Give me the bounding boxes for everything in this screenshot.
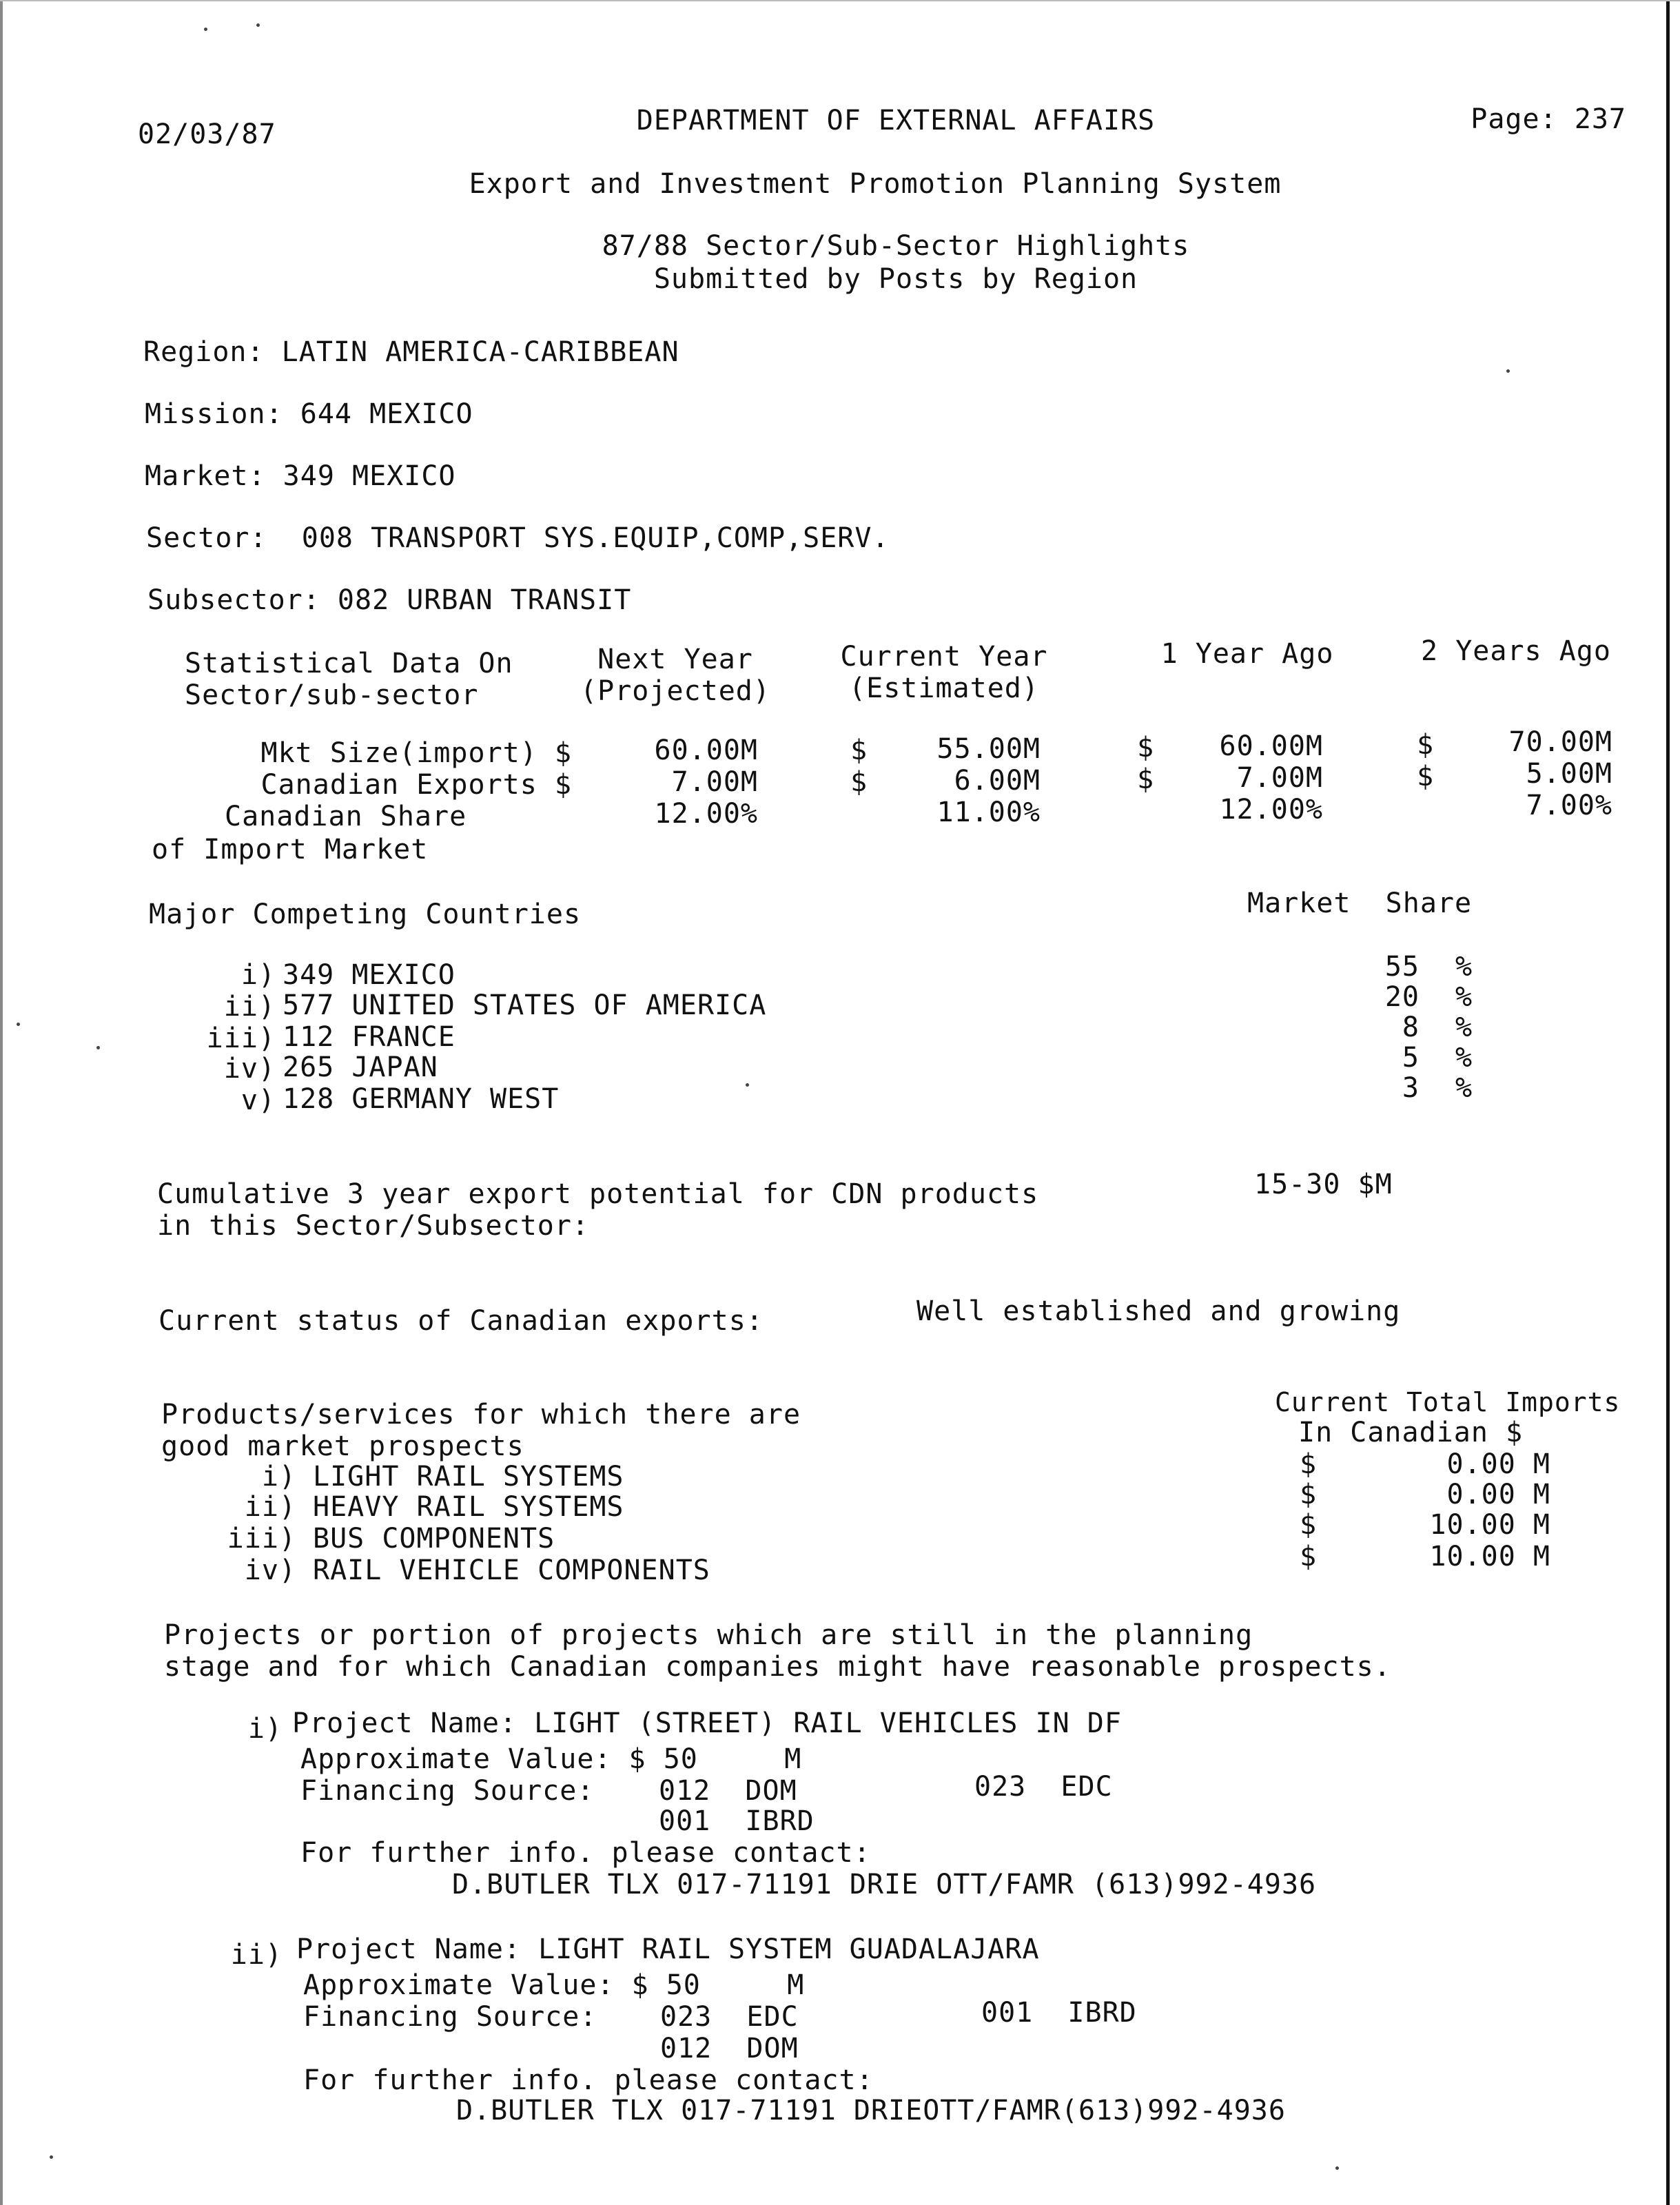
projects-intro-2: stage and for which Canadian companies might have reasonable prospects.	[164, 1651, 1391, 1683]
product-currency: $	[1300, 1448, 1318, 1480]
product-currency: $	[1300, 1479, 1318, 1510]
scan-speck	[1506, 369, 1510, 373]
col-2-years-ago: 2 Years Ago	[1421, 635, 1611, 667]
scan-speck	[746, 1083, 749, 1087]
scan-speck	[204, 28, 207, 31]
country-num: i)	[240, 959, 276, 991]
country-share: 20	[1384, 981, 1420, 1013]
report-date: 02/03/87	[138, 119, 276, 150]
financing-label: Financing Source:	[300, 1775, 595, 1807]
contact-label: For further info. please contact:	[300, 1837, 871, 1869]
product-import-value: 0.00 M	[1446, 1448, 1550, 1480]
product-currency: $	[1300, 1509, 1318, 1541]
financing-source: 012 DOM	[660, 2033, 799, 2064]
report-subtitle: Submitted by Posts by Region	[653, 263, 1138, 295]
row-label-canadian-exports: Canadian Exports $	[260, 769, 572, 801]
system-title: Export and Investment Promotion Planning System	[469, 168, 1282, 200]
country-name: 128 GERMANY WEST	[283, 1083, 560, 1115]
product-num: ii)	[244, 1491, 296, 1523]
currency-symbol: $	[850, 735, 868, 766]
scan-speck	[96, 1046, 100, 1049]
country-name: 577 UNITED STATES OF AMERICA	[283, 989, 767, 1021]
status-value: Well established and growing	[916, 1295, 1401, 1327]
stats-label-1: Statistical Data On	[185, 648, 513, 679]
imports-heading-2: In Canadian $	[1298, 1417, 1524, 1448]
currency-symbol: $	[1417, 761, 1435, 792]
product-name: BUS COMPONENTS	[313, 1523, 555, 1555]
stats-label-2: Sector/sub-sector	[185, 679, 479, 711]
share-2-years-ago: 7.00%	[1526, 790, 1612, 821]
region-line: Region: LATIN AMERICA-CARIBBEAN	[143, 336, 679, 368]
project-name: Project Name: LIGHT RAIL SYSTEM GUADALAJARA	[296, 1934, 1040, 1965]
col-current-year: Current Year	[840, 641, 1048, 673]
country-num: iii)	[206, 1023, 276, 1054]
currency-symbol: $	[1417, 729, 1435, 761]
country-share: 3	[1402, 1072, 1420, 1104]
exp-next: 7.00M	[671, 766, 758, 798]
product-num: iv)	[244, 1555, 296, 1586]
share-current: 11.00%	[936, 797, 1041, 828]
country-share: 5	[1402, 1042, 1420, 1074]
report-title: 87/88 Sector/Sub-Sector Highlights	[602, 230, 1190, 262]
contact-info: D.BUTLER TLX 017-71191 DRIEOTT/FAMR(613)992-4936	[456, 2095, 1286, 2126]
col-next-year: Next Year	[597, 644, 753, 675]
col-next-year-sub: (Projected)	[580, 675, 770, 707]
project-value: Approximate Value: $ 50 M	[300, 1743, 802, 1775]
mkt-2-years-ago: 70.00M	[1508, 726, 1612, 758]
exp-1-year-ago: 7.00M	[1236, 762, 1323, 794]
country-name: 265 JAPAN	[283, 1052, 438, 1083]
financing-source: 001 IBRD	[981, 1997, 1137, 2029]
percent-sign: %	[1455, 951, 1473, 983]
country-share: 55	[1384, 951, 1420, 983]
row-label-market-size: Mkt Size(import) $	[260, 737, 572, 769]
sector-line: Sector: 008 TRANSPORT SYS.EQUIP,COMP,SERV.	[146, 522, 890, 554]
mkt-next: 60.00M	[654, 735, 758, 766]
market-share-heading: Market Share	[1247, 888, 1473, 919]
product-import-value: 0.00 M	[1446, 1479, 1550, 1510]
left-scan-edge	[0, 0, 3, 2205]
project-value: Approximate Value: $ 50 M	[303, 1969, 805, 2001]
exp-current: 6.00M	[954, 765, 1041, 797]
imports-heading-1: Current Total Imports	[1275, 1387, 1621, 1417]
financing-source: 023 EDC	[974, 1771, 1113, 1803]
row-label-import-market: of Import Market	[152, 834, 429, 865]
country-num: iv)	[223, 1053, 276, 1085]
product-name: RAIL VEHICLE COMPONENTS	[313, 1555, 710, 1586]
financing-source: 023 EDC	[660, 2001, 799, 2033]
market-line: Market: 349 MEXICO	[145, 460, 456, 492]
project-name: Project Name: LIGHT (STREET) RAIL VEHICLES IN DF	[292, 1707, 1122, 1739]
top-scan-edge	[0, 0, 1680, 1]
product-name: HEAVY RAIL SYSTEMS	[313, 1491, 624, 1523]
contact-label: For further info. please contact:	[303, 2064, 874, 2096]
project-num: i)	[247, 1713, 283, 1745]
financing-source: 012 DOM	[659, 1775, 797, 1807]
country-name: 112 FRANCE	[283, 1021, 455, 1053]
projects-intro-1: Projects or portion of projects which are still in the planning	[164, 1619, 1253, 1651]
scan-speck	[1335, 2166, 1339, 2170]
product-currency: $	[1300, 1541, 1318, 1572]
product-import-value: 10.00 M	[1429, 1541, 1550, 1572]
country-num: ii)	[223, 991, 276, 1023]
mission-line: Mission: 644 MEXICO	[145, 398, 473, 430]
products-label-1: Products/services for which there are	[161, 1399, 801, 1430]
percent-sign: %	[1455, 981, 1473, 1013]
col-1-year-ago: 1 Year Ago	[1160, 638, 1334, 670]
mkt-1-year-ago: 60.00M	[1219, 730, 1323, 762]
exp-2-years-ago: 5.00M	[1526, 758, 1612, 790]
currency-symbol: $	[850, 766, 868, 798]
row-label-canadian-share: Canadian Share	[225, 801, 467, 832]
currency-symbol: $	[1137, 732, 1155, 763]
potential-value: 15-30 $M	[1254, 1169, 1393, 1200]
country-share: 8	[1402, 1012, 1420, 1043]
product-name: LIGHT RAIL SYSTEMS	[313, 1461, 624, 1493]
mkt-current: 55.00M	[936, 733, 1041, 765]
share-next: 12.00%	[654, 798, 758, 830]
country-num: v)	[240, 1085, 276, 1116]
percent-sign: %	[1455, 1012, 1473, 1043]
potential-label-1: Cumulative 3 year export potential for CDN products	[157, 1178, 1039, 1210]
status-label: Current status of Canadian exports:	[158, 1305, 764, 1337]
currency-symbol: $	[1137, 763, 1155, 795]
competing-heading: Major Competing Countries	[149, 899, 582, 930]
country-name: 349 MEXICO	[283, 959, 455, 991]
contact-info: D.BUTLER TLX 017-71191 DRIE OTT/FAMR (613)992-4936	[452, 1869, 1317, 1900]
potential-label-2: in this Sector/Subsector:	[157, 1210, 590, 1242]
financing-source: 001 IBRD	[659, 1805, 815, 1837]
percent-sign: %	[1455, 1042, 1473, 1074]
col-current-year-sub: (Estimated)	[849, 673, 1039, 704]
products-label-2: good market prospects	[161, 1430, 524, 1462]
product-import-value: 10.00 M	[1429, 1509, 1550, 1541]
scan-speck	[256, 23, 260, 27]
financing-label: Financing Source:	[303, 2001, 597, 2033]
department-title: DEPARTMENT OF EXTERNAL AFFAIRS	[636, 105, 1156, 136]
percent-sign: %	[1455, 1072, 1473, 1104]
right-scan-edge	[1666, 0, 1670, 2205]
share-1-year-ago: 12.00%	[1219, 794, 1323, 825]
scan-speck	[50, 2155, 53, 2159]
page-number: Page: 237	[1471, 103, 1626, 135]
subsector-line: Subsector: 082 URBAN TRANSIT	[147, 584, 632, 616]
scan-speck	[17, 1023, 20, 1026]
product-num: iii)	[227, 1523, 296, 1555]
project-num: ii)	[230, 1939, 283, 1971]
product-num: i)	[261, 1461, 296, 1493]
